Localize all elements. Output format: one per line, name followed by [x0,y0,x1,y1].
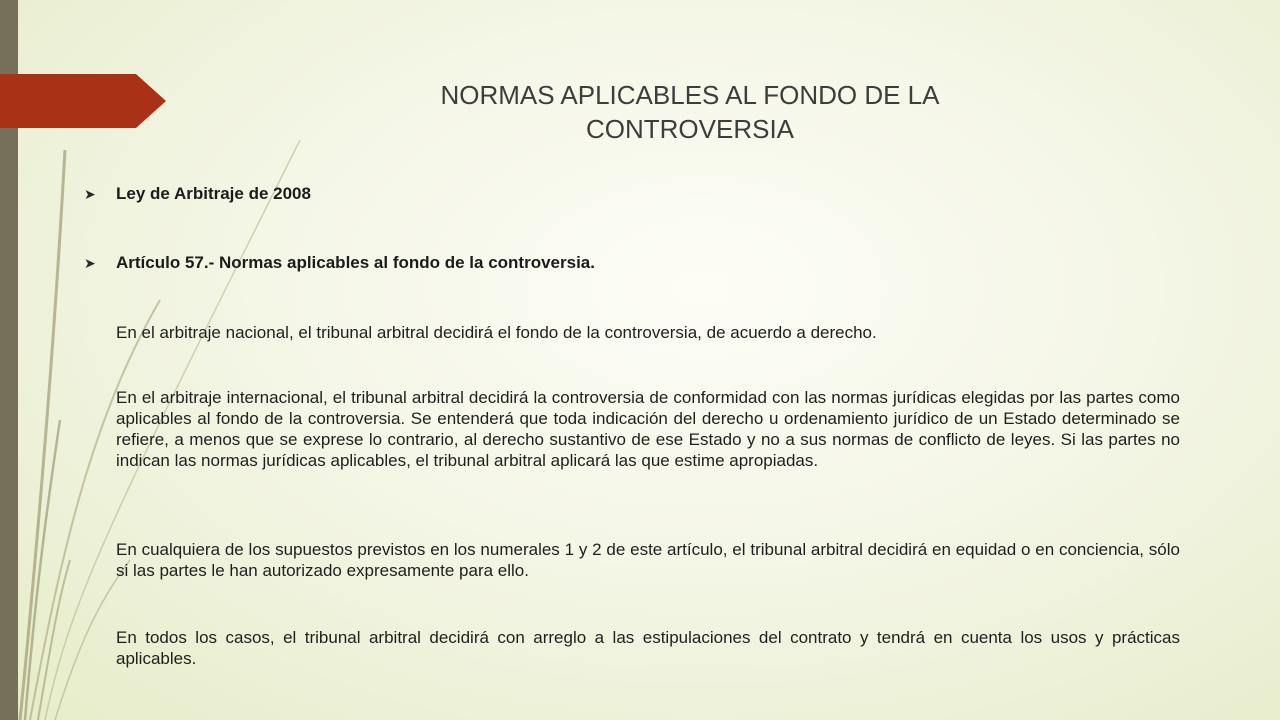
title-accent-tab [0,74,166,128]
arrow-bullet-icon: ➤ [84,185,96,202]
slide-title: NORMAS APLICABLES AL FONDO DE LA CONTROVERSIA [440,80,940,144]
paragraph: En todos los casos, el tribunal arbitral decidirá con arreglo a las estipulaciones del contrato y tendrá en cuenta los usos y prácticas aplicables. [116,628,1180,668]
bullet-text: Artículo 57.- Normas aplicables al fondo de la controversia. [116,253,595,272]
bullet-item [84,253,595,273]
arrow-bullet-icon: ➤ [84,254,96,271]
paragraph: En el arbitraje internacional, el tribunal arbitral decidirá la controversia de conformidad con las normas jurídicas elegidas por las partes como aplicables al fondo de la controversia. Se entenderá que toda indicación del derecho u ordenamiento jurídico de un Estado determinado se refiere, a menos que se exprese lo contrario, al derecho sustantivo de ese Estado y no a sus normas de conflicto de leyes. Si las partes no indican las normas jurídicas aplicables, el tribunal arbitral aplicará las que estime apropiadas. [116,388,1180,470]
bullet-item [84,184,311,204]
bullet-text: Ley de Arbitraje de 2008 [116,184,311,203]
paragraph: En cualquiera de los supuestos previstos en los numerales 1 y 2 de este artículo, el tribunal arbitral decidirá en equidad o en conciencia, sólo si las partes le han autorizado expresamente para ello. [116,540,1180,580]
paragraph: En el arbitraje nacional, el tribunal arbitral decidirá el fondo de la controversia, de acuerdo a derecho. [116,323,877,342]
